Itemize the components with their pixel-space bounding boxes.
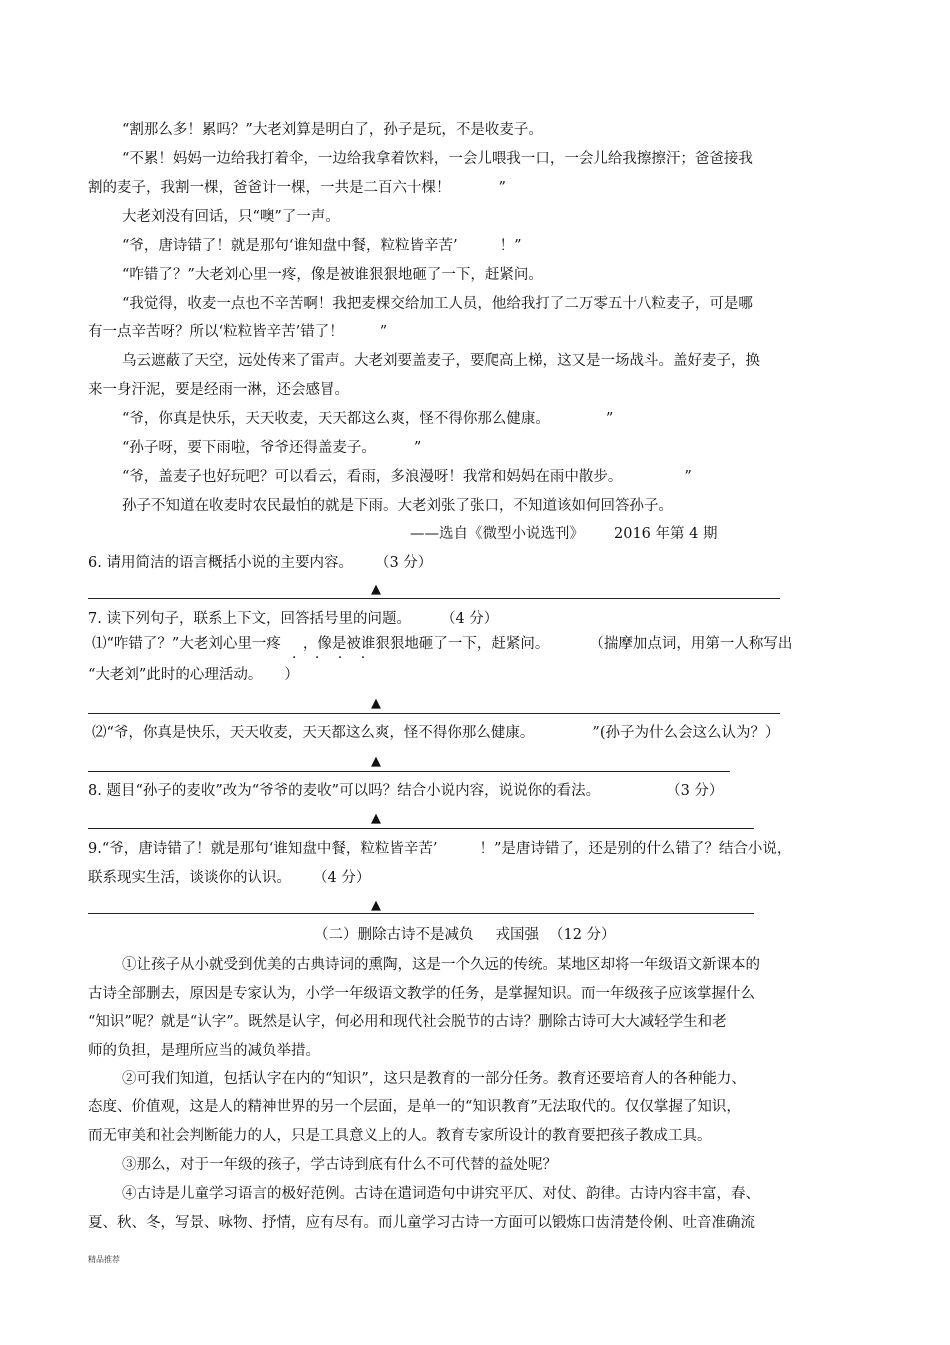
story-paragraph: 乌云遮蔽了天空，远处传来了雷声。大老刘要盖麦子，要爬高上梯，这又是一场战斗。盖好麦子，换 bbox=[122, 353, 760, 369]
article-heading: （二）删除古诗不是减负 戎国强 （12 分） bbox=[314, 927, 616, 943]
article-paragraph-cont: 而无审美和社会判断能力的人，只是工具意义上的人。教育专家所设计的教育要把孩子教成工具。 bbox=[88, 1128, 712, 1144]
question-7: 7. 读下列句子，联系上下文，回答括号里的问题。 （4 分） bbox=[88, 611, 499, 627]
article-paragraph-cont: 古诗全部删去，原因是专家认为，小学一年级语文教学的任务，是掌握知识。而一年级孩子应该掌握什么 bbox=[88, 986, 755, 1002]
story-paragraph: 孙子不知道在收麦时农民最怕的就是下雨。大老刘张了张口，不知道该如何回答孙子。 bbox=[122, 498, 673, 514]
story-paragraph: “我觉得，收麦一点也不辛苦啊！我把麦棵交给加工人员，他给我打了二万零五十八粒麦子，可是哪 bbox=[122, 296, 753, 312]
emphasis-dots: · · · · bbox=[292, 650, 373, 666]
article-paragraph: ①让孩子从小就受到优美的古典诗词的熏陶，这是一个久远的传统。某地区却将一年级语文新课本的 bbox=[122, 957, 760, 973]
article-paragraph: ④古诗是儿童学习语言的极好范例。古诗在遣词造句中讲究平仄、对仗、韵律。古诗内容丰富，春、 bbox=[122, 1186, 760, 1202]
question-9-cont: 联系现实生活，谈谈你的认识。 （4 分） bbox=[88, 870, 371, 886]
article-paragraph-cont: 态度、价值观，这是人的精神世界的另一个层面，是单一的“知识教育”无法取代的。仅仅掌握了知识， bbox=[88, 1099, 741, 1115]
footer-label: 精品推荐 bbox=[88, 1255, 120, 1264]
answer-marker: ▲ bbox=[371, 898, 381, 913]
article-paragraph-cont: “知识”呢？就是“认字”。既然是认字，何必用和现代社会脱节的古诗？删除古诗可大大减轻学生和老 bbox=[88, 1014, 727, 1030]
story-paragraph: “割那么多！累吗？”大老刘算是明白了，孙子是玩，不是收麦子。 bbox=[122, 122, 543, 138]
answer-line[interactable] bbox=[88, 713, 780, 714]
article-paragraph-cont: 夏、秋、冬，写景、咏物、抒情，应有尽有。而儿童学习古诗一方面可以锻炼口齿清楚伶俐、吐音准确流 bbox=[88, 1215, 755, 1231]
story-paragraph: “咋错了？”大老刘心里一疼，像是被谁狠狠地砸了一下，赶紧问。 bbox=[122, 267, 543, 283]
story-paragraph: “爷，盖麦子也好玩吧？可以看云，看雨，多浪漫呀！我常和妈妈在雨中散步。 ” bbox=[122, 469, 692, 485]
article-paragraph: ③那么，对于一年级的孩子，学古诗到底有什么不可代替的益处呢？ bbox=[122, 1157, 557, 1173]
story-paragraph: “孙子呀，要下雨啦，爷爷还得盖麦子。 ” bbox=[122, 440, 422, 456]
answer-marker: ▲ bbox=[371, 582, 381, 597]
story-paragraph-cont: 割的麦子，我割一棵，爸爸计一棵，一共是二百六十棵！ ” bbox=[88, 180, 506, 196]
answer-line[interactable] bbox=[88, 771, 730, 772]
answer-marker: ▲ bbox=[371, 811, 381, 826]
article-paragraph-cont: 师的负担，是理所应当的减负举措。 bbox=[88, 1043, 320, 1059]
answer-line[interactable] bbox=[88, 828, 754, 829]
story-paragraph: “不累！妈妈一边给我打着伞，一边给我拿着饮料，一会儿喂我一口，一会儿给我擦擦汗；爸爸接我 bbox=[122, 151, 753, 167]
question-7-1-cont: “大老刘”此时的心理活动。 ） bbox=[88, 667, 299, 683]
story-paragraph: 大老刘没有回话，只“噢”了一声。 bbox=[122, 209, 340, 225]
question-8: 8. 题目“孙子的麦收”改为“爷爷的麦收”可以吗？结合小说内容，说说你的看法。 （3 分） bbox=[88, 783, 724, 799]
article-paragraph: ②可我们知道，包括认字在内的“知识”，这只是教育的一部分任务。教育还要培育人的各种能力、 bbox=[122, 1071, 746, 1087]
story-paragraph: “爷，你真是快乐，天天收麦，天天都这么爽，怪不得你那么健康。 ” bbox=[122, 411, 614, 427]
question-7-1: ⑴“咋错了？”大老刘心里一疼 ，像是被谁狠狠地砸了一下，赶紧问。 （揣摩加点词，用第一人称写出 bbox=[92, 636, 793, 652]
question-7-2: ⑵“爷，你真是快乐，天天收麦，天天都这么爽，怪不得你那么健康。 ”(孙子为什么会这么认为？） bbox=[92, 725, 780, 741]
story-paragraph: “爷，唐诗错了！就是那句‘谁知盘中餐，粒粒皆辛苦’ ！” bbox=[122, 238, 522, 254]
answer-marker: ▲ bbox=[371, 696, 381, 711]
question-9: 9.“爷，唐诗错了！就是那句‘谁知盘中餐，粒粒皆辛苦’ ！”是唐诗错了，还是别的什么错了？结合小说， bbox=[88, 841, 792, 857]
answer-line[interactable] bbox=[88, 598, 780, 599]
answer-marker: ▲ bbox=[371, 754, 381, 769]
answer-line[interactable] bbox=[88, 913, 754, 914]
question-6: 6. 请用简洁的语言概括小说的主要内容。 （3 分） bbox=[88, 555, 433, 571]
story-paragraph-cont: 有一点辛苦呀？所以‘粒粒皆辛苦’错了！ ” bbox=[88, 324, 388, 340]
story-paragraph-cont: 来一身汗泥，要是经雨一淋，还会感冒。 bbox=[88, 382, 349, 398]
story-source: ——选自《微型小说选刊》 2016 年第 4 期 bbox=[410, 526, 718, 542]
